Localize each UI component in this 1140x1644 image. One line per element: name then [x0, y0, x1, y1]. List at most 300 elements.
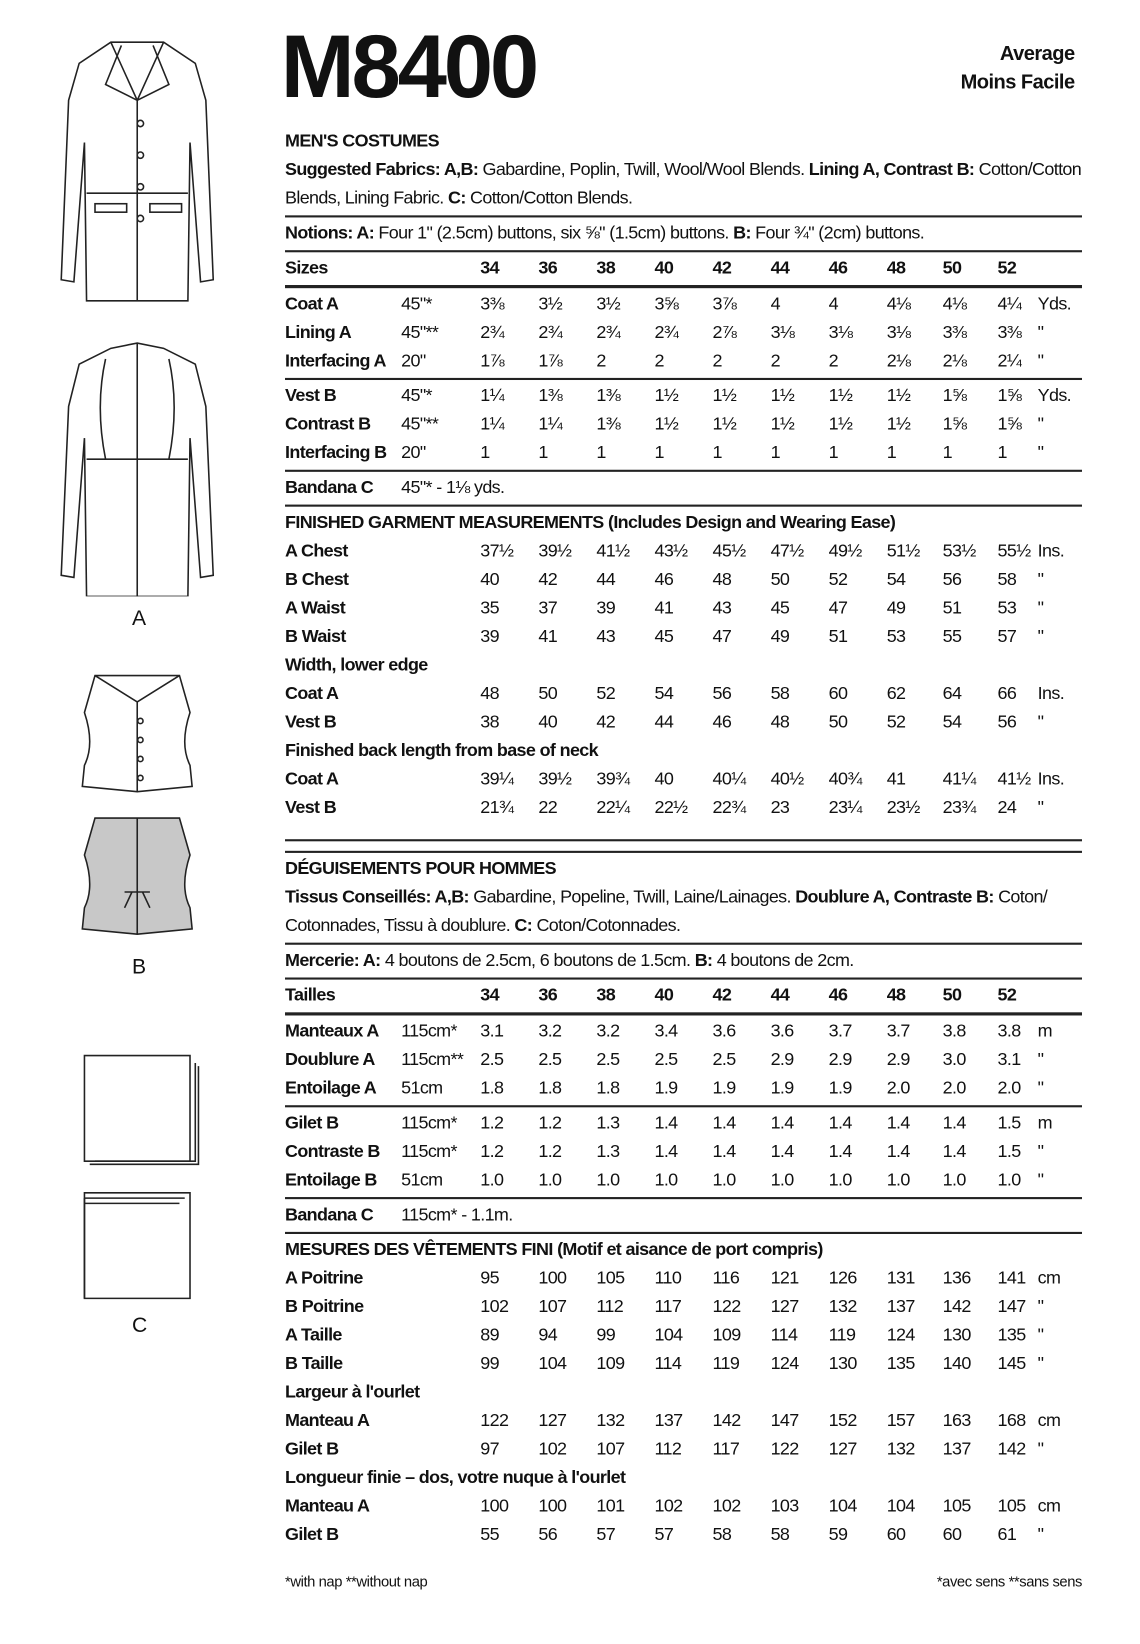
cell-value: 147: [770, 1410, 799, 1431]
cell-value: 40¼: [712, 768, 746, 789]
unit-label: ": [1037, 711, 1044, 732]
cell-value: 51½: [886, 540, 920, 561]
cell-value: 130: [828, 1353, 857, 1374]
unit-label: ": [1037, 568, 1044, 590]
cell-value: 2: [770, 350, 780, 371]
cell-value: 1½: [654, 413, 679, 434]
cell-value: 1.2: [538, 1112, 562, 1133]
french-section: [285, 848, 1082, 1549]
cell-value: 2.0: [997, 1077, 1021, 1098]
cell-value: 105: [942, 1495, 971, 1516]
coat-front-illustration: [32, 37, 243, 596]
section-heading: DÉGUISEMENTS POUR HOMMES: [285, 858, 556, 879]
yardage-row: [285, 1074, 1082, 1103]
row-label: Vest B: [285, 796, 337, 818]
cell-value: 114: [770, 1324, 798, 1345]
cell-value: 50: [770, 568, 790, 590]
divider: [285, 250, 1082, 252]
row-label: Bandana C: [285, 1204, 374, 1225]
notions-segment: B:: [694, 950, 717, 971]
size-heading: 50: [942, 257, 962, 278]
cell-value: 41: [538, 625, 558, 647]
cell-value: 41: [886, 768, 906, 789]
cell-value: 1½: [770, 385, 795, 406]
row-label: Vest B: [285, 385, 337, 406]
cell-value: 142: [712, 1410, 741, 1431]
size-heading: 50: [942, 984, 962, 1005]
yardage-row: [285, 1165, 1082, 1194]
cell-value: 105: [997, 1495, 1026, 1516]
fabric-width: 51cm: [401, 1077, 443, 1098]
suggested-fabrics-segment: Doublure A, Contraste B:: [795, 886, 999, 907]
yardage-row: [285, 1017, 1082, 1046]
cell-value: 124: [770, 1353, 799, 1374]
cell-value: 142: [997, 1438, 1026, 1459]
fabric-width: 45"* - 1⅛ yds.: [401, 477, 505, 498]
fabric-width: 115cm* - 1.1m.: [401, 1204, 513, 1225]
subheading: Width, lower edge: [285, 654, 428, 675]
unit-label: ": [1037, 796, 1044, 818]
cell-value: 3½: [538, 293, 563, 314]
cell-value: 22¾: [712, 796, 746, 818]
cell-value: 2¾: [596, 321, 621, 343]
cell-value: 54: [886, 568, 906, 590]
measurement-row: [285, 793, 1082, 822]
cell-value: 2: [828, 350, 838, 371]
cell-value: 44: [654, 711, 674, 732]
fabric-width: 115cm**: [401, 1049, 464, 1070]
cell-value: 1.0: [828, 1169, 852, 1190]
cell-value: 47: [712, 625, 732, 647]
cell-value: 1¼: [480, 413, 504, 434]
fabric-width: 115cm*: [401, 1141, 457, 1162]
cell-value: 1: [997, 442, 1007, 463]
cell-value: 1¼: [480, 385, 504, 406]
cell-value: 1½: [828, 385, 853, 406]
measurement-row: [285, 593, 1082, 622]
cell-value: 3.7: [886, 1020, 910, 1041]
cell-value: 102: [712, 1495, 741, 1516]
cell-value: 2.5: [480, 1049, 504, 1070]
divider: [285, 1232, 1082, 1234]
divider: [285, 285, 1082, 288]
view-label-b: B: [131, 955, 147, 979]
cell-value: 41¼: [942, 768, 976, 789]
suggested-fabrics-segment: Cotton/Cotton Blends.: [470, 187, 633, 208]
spacer: [285, 821, 1082, 836]
size-heading: 36: [538, 257, 558, 278]
cell-value: 54: [942, 711, 962, 732]
divider: [285, 470, 1082, 472]
measurement-row: [285, 679, 1082, 708]
cell-value: 1: [886, 442, 897, 463]
measurements-heading: MESURES DES VÊTEMENTS FINI (Motif et aisance de port compris): [285, 1239, 823, 1260]
fabric-width: 51cm: [401, 1169, 443, 1190]
cell-value: 163: [942, 1410, 971, 1431]
cell-value: 109: [596, 1353, 625, 1374]
cell-value: 1⅜: [596, 385, 621, 406]
measurement-row: [285, 1406, 1082, 1435]
cell-value: 1½: [770, 413, 795, 434]
cell-value: 39¾: [596, 768, 630, 789]
sizes-label: Tailles: [285, 984, 336, 1005]
cell-value: 23½: [886, 796, 920, 818]
cell-value: 45: [770, 597, 790, 618]
cell-value: 1.4: [942, 1112, 966, 1133]
cell-value: 1: [538, 442, 548, 463]
measurement-row: [285, 1435, 1082, 1464]
cell-value: 99: [596, 1324, 616, 1345]
cell-value: 61: [997, 1524, 1017, 1545]
measurement-row: [285, 764, 1082, 793]
suggested-fabrics: [285, 882, 1082, 939]
cell-value: 56: [942, 568, 962, 590]
cell-value: 60: [886, 1524, 906, 1545]
row-label: B Chest: [285, 568, 349, 590]
unit-label: ": [1037, 1296, 1044, 1317]
measurement-row: [285, 1349, 1082, 1378]
cell-value: 46: [712, 711, 732, 732]
unit-label: Ins.: [1037, 682, 1065, 704]
cell-value: 46: [654, 568, 674, 590]
cell-value: 99: [480, 1353, 500, 1374]
cell-value: 107: [538, 1296, 567, 1317]
cell-value: 1.2: [480, 1112, 504, 1133]
cell-value: 100: [538, 1495, 567, 1516]
cell-value: 132: [886, 1438, 915, 1459]
measurements-heading: FINISHED GARMENT MEASUREMENTS (Includes Design and Wearing Ease): [285, 511, 896, 533]
cell-value: 112: [654, 1438, 682, 1459]
cell-value: 43½: [654, 540, 688, 561]
suggested-fabrics-segment: Tissus Conseillés: A,B:: [285, 886, 474, 907]
cell-value: 1.9: [770, 1077, 794, 1098]
cell-value: 2.9: [770, 1049, 794, 1070]
cell-value: 4¼: [997, 293, 1022, 314]
cell-value: 2.5: [654, 1049, 678, 1070]
cell-value: 1.0: [712, 1169, 736, 1190]
size-heading: 44: [770, 984, 790, 1005]
cell-value: 4⅛: [886, 293, 911, 314]
cell-value: 21¾: [480, 796, 514, 818]
cell-value: 1.0: [886, 1169, 910, 1190]
cell-value: 100: [538, 1267, 567, 1288]
cell-value: 2⅞: [712, 321, 737, 343]
yardage-row: [285, 381, 1082, 410]
yardage-row: [285, 1045, 1082, 1074]
cell-value: 142: [942, 1296, 971, 1317]
measurement-row: [285, 1321, 1082, 1350]
cell-value: 58: [770, 682, 790, 704]
cell-value: 48: [712, 568, 732, 590]
cell-value: 1.2: [480, 1141, 504, 1162]
cell-value: 1.0: [596, 1169, 620, 1190]
cell-value: 2.0: [942, 1077, 966, 1098]
yardage-row: [285, 289, 1082, 318]
cell-value: 43: [596, 625, 616, 647]
cell-value: 39: [480, 625, 500, 647]
unit-label: cm: [1037, 1495, 1061, 1516]
cell-value: 57: [654, 1524, 674, 1545]
cell-value: 2.5: [538, 1049, 562, 1070]
cell-value: 3⅝: [654, 293, 679, 314]
cell-value: 1⅝: [997, 385, 1022, 406]
cell-value: 58: [770, 1524, 790, 1545]
row-label: Gilet B: [285, 1524, 339, 1545]
cell-value: 35: [480, 597, 500, 618]
unit-label: Ins.: [1037, 540, 1065, 561]
cell-value: 3⅜: [942, 321, 967, 343]
row-label: Bandana C: [285, 477, 374, 498]
cell-value: 52: [596, 682, 616, 704]
fabric-width: 45"*: [401, 293, 432, 314]
cell-value: 1½: [712, 385, 737, 406]
cell-value: 1.0: [480, 1169, 504, 1190]
cell-value: 45: [654, 625, 674, 647]
cell-value: 97: [480, 1438, 500, 1459]
cell-value: 1¼: [538, 413, 563, 434]
cell-value: 132: [828, 1296, 857, 1317]
difficulty-label: [961, 40, 1075, 97]
row-label: Coat A: [285, 682, 339, 704]
measurement-row: [285, 1520, 1082, 1549]
cell-value: 3.6: [770, 1020, 794, 1041]
notions-segment: 4 boutons de 2.5cm, 6 boutons de 1.5cm.: [384, 950, 695, 971]
cell-value: 1.5: [997, 1112, 1021, 1133]
cell-value: 1.0: [770, 1169, 794, 1190]
notions: [285, 219, 1082, 248]
unit-label: Ins.: [1037, 768, 1065, 789]
cell-value: 117: [712, 1438, 740, 1459]
cell-value: 53: [886, 625, 906, 647]
size-heading: 34: [480, 984, 500, 1005]
cell-value: 1.4: [886, 1112, 910, 1133]
cell-value: 3.4: [654, 1020, 678, 1041]
size-heading: 52: [997, 984, 1017, 1005]
cell-value: 52: [828, 568, 848, 590]
cell-value: 1.3: [596, 1112, 620, 1133]
cell-value: 157: [886, 1410, 915, 1431]
cell-value: 58: [712, 1524, 732, 1545]
cell-value: 53: [997, 597, 1017, 618]
cell-value: 4: [770, 293, 780, 314]
cell-value: 127: [770, 1296, 799, 1317]
cell-value: 1: [596, 442, 606, 463]
cell-value: 104: [828, 1495, 857, 1516]
suggested-fabrics-segment: Gabardine, Popeline, Twill, Laine/Lainages.: [473, 886, 796, 907]
cell-value: 3.0: [942, 1049, 966, 1070]
cell-value: 62: [886, 682, 906, 704]
row-label: Manteaux A: [285, 1020, 379, 1041]
cell-value: 2¼: [997, 350, 1022, 371]
unit-label: ": [1037, 1049, 1044, 1070]
cell-value: 110: [654, 1267, 682, 1288]
yardage-row: [285, 1108, 1082, 1137]
cell-value: 50: [828, 711, 848, 732]
cell-value: 122: [770, 1438, 799, 1459]
cell-value: 1½: [712, 413, 737, 434]
row-label: Manteau A: [285, 1410, 370, 1431]
cell-value: 137: [654, 1410, 683, 1431]
cell-value: 43: [712, 597, 732, 618]
row-label: Entoilage A: [285, 1077, 377, 1098]
cell-value: 3½: [596, 293, 621, 314]
cell-value: 137: [886, 1296, 915, 1317]
cell-value: 122: [480, 1410, 509, 1431]
cell-value: 1.4: [654, 1112, 678, 1133]
cell-value: 1.4: [770, 1141, 794, 1162]
cell-value: 22: [538, 796, 558, 818]
unit-label: ": [1037, 321, 1044, 343]
row-label: A Taille: [285, 1324, 342, 1345]
cell-value: 57: [997, 625, 1017, 647]
cell-value: 51: [828, 625, 848, 647]
cell-value: 1.5: [997, 1141, 1021, 1162]
unit-label: ": [1037, 1353, 1044, 1374]
row-label: B Taille: [285, 1353, 343, 1374]
bandana-row: [285, 1200, 1082, 1229]
unit-label: ": [1037, 442, 1044, 463]
cell-value: 2¾: [654, 321, 679, 343]
cell-value: 2.5: [596, 1049, 620, 1070]
cell-value: 1½: [828, 413, 853, 434]
fabric-width: 45"*: [401, 385, 432, 406]
cell-value: 131: [886, 1267, 915, 1288]
cell-value: 1.9: [712, 1077, 736, 1098]
cell-value: 2: [712, 350, 722, 371]
unit-label: ": [1037, 1141, 1044, 1162]
unit-label: ": [1037, 1324, 1044, 1345]
cell-value: 1: [942, 442, 953, 463]
row-label: Coat A: [285, 768, 339, 789]
cell-value: 102: [538, 1438, 567, 1459]
cell-value: 102: [654, 1495, 683, 1516]
cell-value: 1.8: [596, 1077, 620, 1098]
notions-segment: 4 boutons de 2cm.: [716, 950, 854, 971]
notions-segment: Mercerie: A:: [285, 950, 385, 971]
cell-value: 40½: [770, 768, 804, 789]
cell-value: 1⅞: [480, 350, 504, 371]
size-heading: 38: [596, 984, 616, 1005]
cell-value: 23¾: [942, 796, 976, 818]
fabric-width: 45"**: [401, 321, 439, 343]
size-heading: 46: [828, 257, 848, 278]
size-heading: 52: [997, 257, 1017, 278]
cell-value: 40¾: [828, 768, 862, 789]
cell-value: 56: [712, 682, 732, 704]
cell-value: 23¼: [828, 796, 862, 818]
cell-value: 1.4: [828, 1112, 852, 1133]
yardage-row: [285, 1137, 1082, 1166]
cell-value: 1⅞: [538, 350, 563, 371]
cell-value: 41½: [997, 768, 1031, 789]
cell-value: 2⅛: [942, 350, 967, 371]
difficulty-english: Average: [999, 43, 1075, 66]
cell-value: 145: [997, 1353, 1026, 1374]
yardage-row: [285, 346, 1082, 375]
cell-value: 53½: [942, 540, 976, 561]
cell-value: 137: [942, 1438, 971, 1459]
cell-value: 48: [770, 711, 790, 732]
cell-value: 40: [480, 568, 500, 590]
measurement-row: [285, 1264, 1082, 1293]
cell-value: 1⅝: [942, 413, 967, 434]
cell-value: 3.2: [596, 1020, 620, 1041]
cell-value: 3⅛: [770, 321, 795, 343]
size-heading: 36: [538, 984, 558, 1005]
cell-value: 119: [828, 1324, 856, 1345]
cell-value: 1.8: [480, 1077, 504, 1098]
cell-value: 1.0: [538, 1169, 562, 1190]
size-heading: 46: [828, 984, 848, 1005]
cell-value: 104: [654, 1324, 683, 1345]
unit-label: ": [1037, 1438, 1044, 1459]
cell-value: 45½: [712, 540, 746, 561]
cell-value: 1.4: [654, 1141, 678, 1162]
divider: [285, 977, 1082, 979]
cell-value: 24: [997, 796, 1017, 818]
row-label: A Poitrine: [285, 1267, 363, 1288]
cell-value: 49: [770, 625, 790, 647]
divider: [285, 1105, 1082, 1107]
cell-value: 132: [596, 1410, 625, 1431]
cell-value: 2⅛: [886, 350, 911, 371]
subheading: Largeur à l'ourlet: [285, 1381, 420, 1402]
cell-value: 1⅝: [997, 413, 1022, 434]
row-label: Doublure A: [285, 1049, 375, 1070]
cell-value: 114: [654, 1353, 682, 1374]
cell-value: 37½: [480, 540, 514, 561]
cell-value: 1.4: [712, 1112, 736, 1133]
notions-segment: Four ¾" (2cm) buttons.: [755, 222, 925, 243]
cell-value: 127: [538, 1410, 567, 1431]
cell-value: 1⅝: [942, 385, 967, 406]
cell-value: 2: [596, 350, 606, 371]
cell-value: 152: [828, 1410, 857, 1431]
measurement-row: [285, 622, 1082, 651]
cell-value: 100: [480, 1495, 509, 1516]
cell-value: 135: [997, 1324, 1026, 1345]
cell-value: 39½: [538, 768, 572, 789]
row-label: Entoilage B: [285, 1169, 377, 1190]
measurement-row: [285, 565, 1082, 594]
footnote-french: *avec sens **sans sens: [936, 1572, 1082, 1590]
fabric-width: 45"**: [401, 413, 439, 434]
size-heading: 40: [654, 257, 674, 278]
divider: [285, 505, 1082, 507]
unit-label: cm: [1037, 1410, 1061, 1431]
cell-value: 59: [828, 1524, 848, 1545]
cell-value: 141: [997, 1267, 1026, 1288]
cell-value: 122: [712, 1296, 741, 1317]
suggested-fabrics-segment: Suggested Fabrics: A,B:: [285, 159, 483, 180]
cell-value: 38: [480, 711, 500, 732]
cell-value: 64: [942, 682, 962, 704]
sizes-header: [285, 981, 1082, 1010]
measurement-row: [285, 1292, 1082, 1321]
cell-value: 3⅜: [997, 321, 1022, 343]
view-label-c: C: [131, 1314, 148, 1338]
cell-value: 47: [828, 597, 848, 618]
cell-value: 130: [942, 1324, 971, 1345]
cell-value: 40: [538, 711, 558, 732]
measurement-row: [285, 536, 1082, 565]
cell-value: 41: [654, 597, 674, 618]
suggested-fabrics-segment: C:: [448, 187, 471, 208]
cell-value: 3.1: [480, 1020, 504, 1041]
row-label: B Waist: [285, 625, 346, 647]
cell-value: 3.8: [942, 1020, 966, 1041]
measurement-row: [285, 707, 1082, 736]
